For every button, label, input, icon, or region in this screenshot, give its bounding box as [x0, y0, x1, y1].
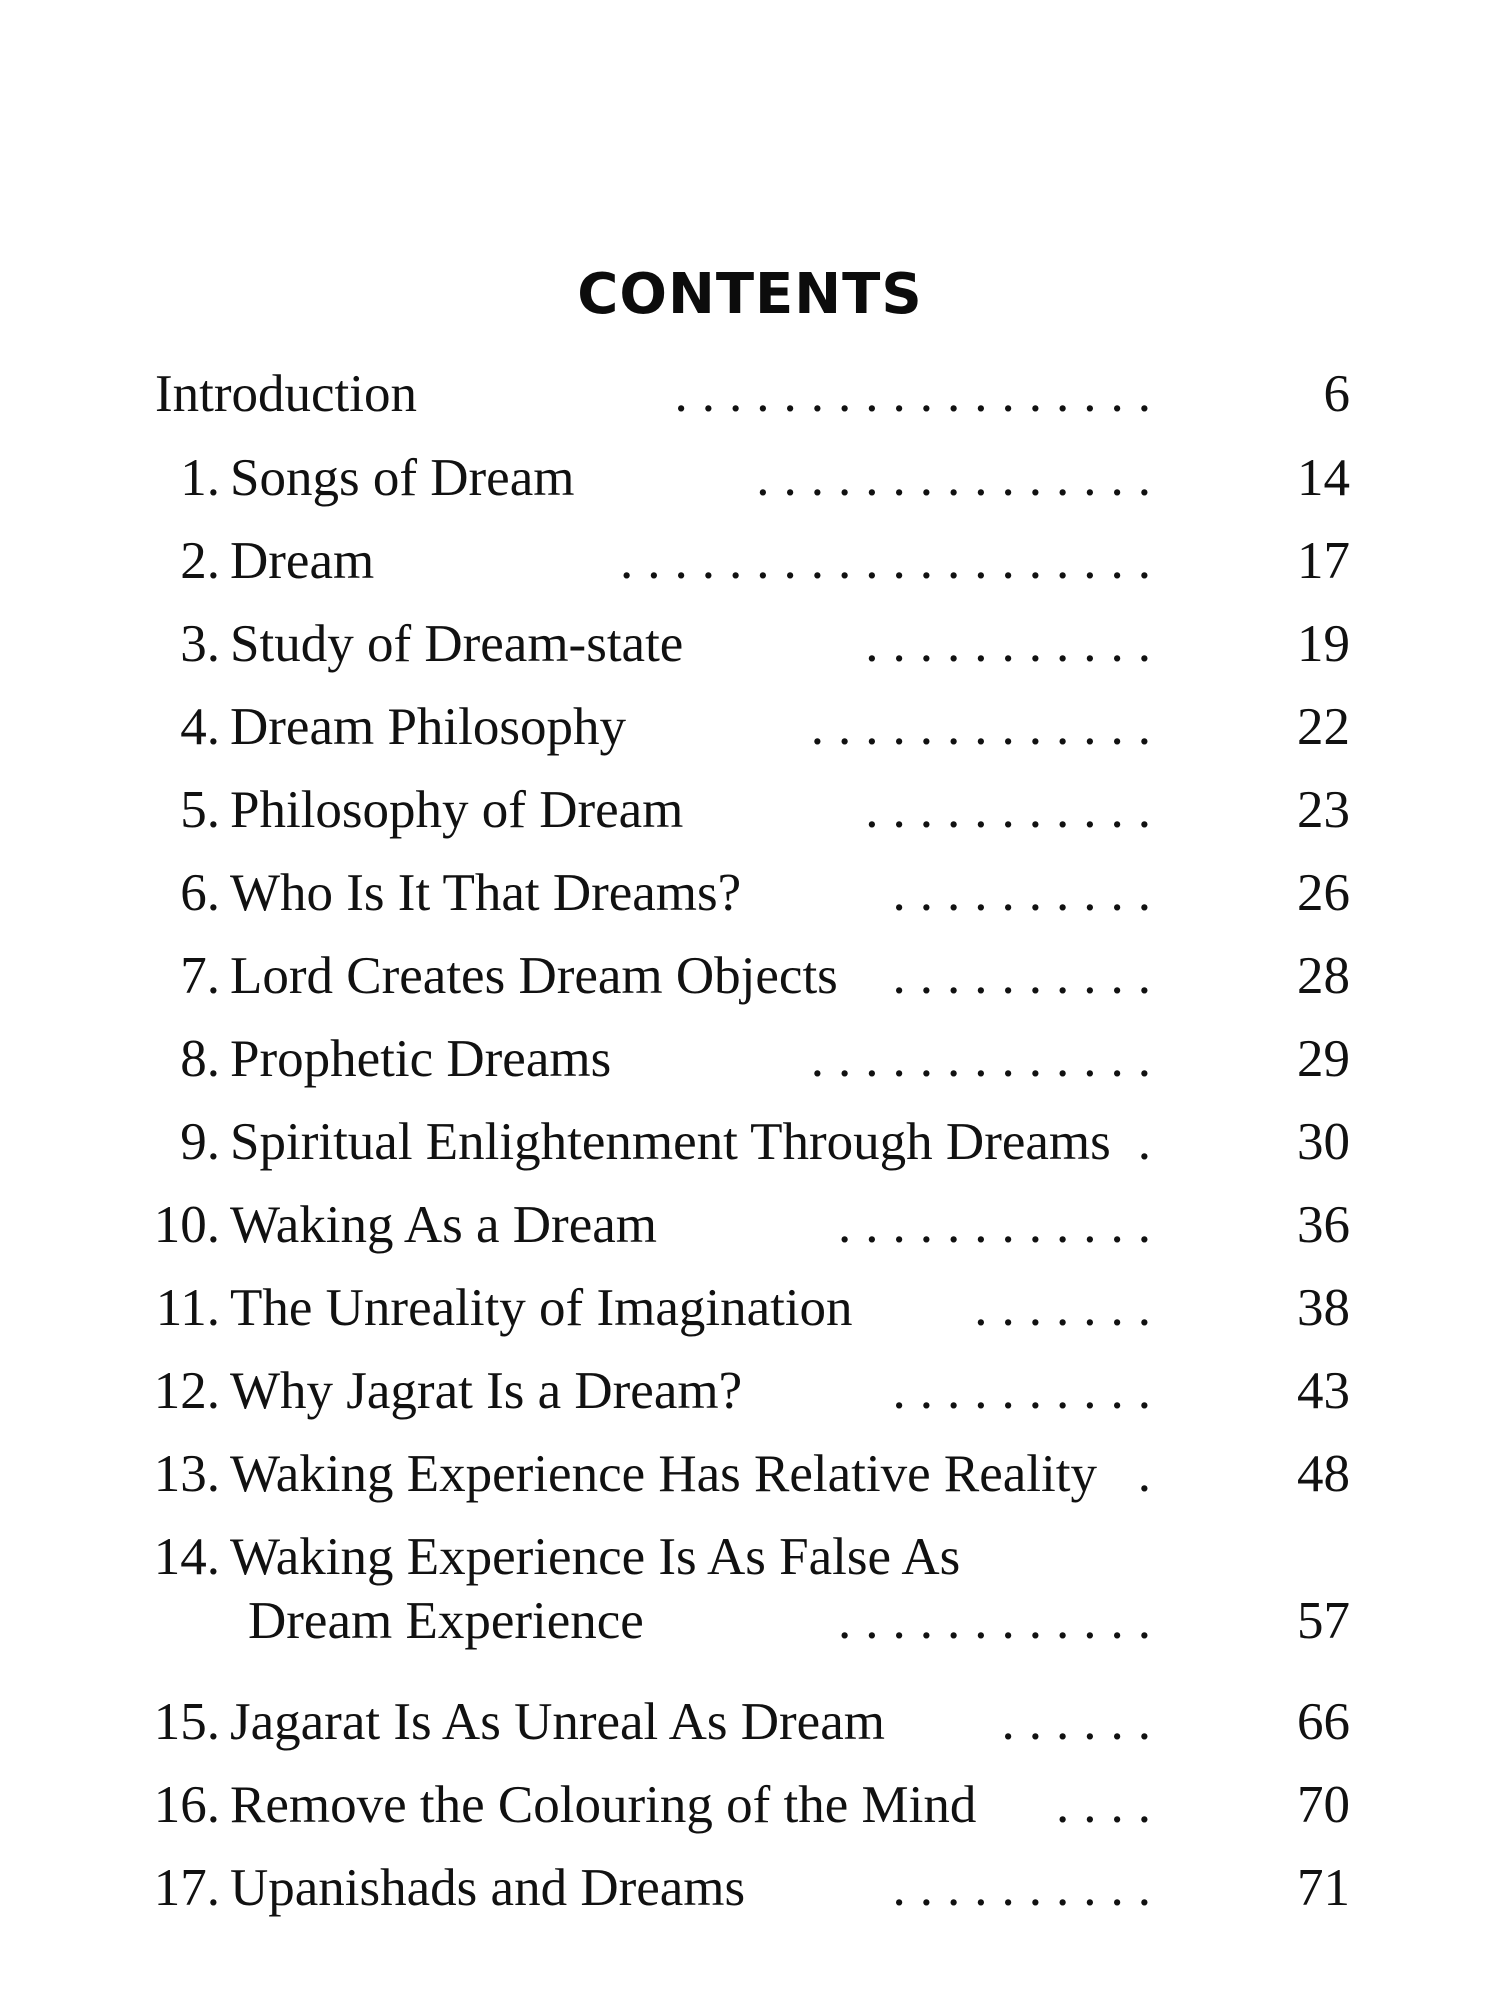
- toc-entry-title: Waking Experience Has Relative Reality: [230, 1445, 1097, 1503]
- toc-entry-page-number: 57: [1297, 1592, 1350, 1650]
- toc-entry-number: 4.: [180, 698, 220, 756]
- dot-leader: .............: [810, 1030, 1165, 1088]
- toc-entry-title: Upanishads and Dreams: [230, 1859, 746, 1917]
- dot-leader: ...............: [756, 449, 1165, 507]
- dot-leader: ..........: [892, 947, 1165, 1005]
- toc-entry-number: 6.: [180, 864, 220, 922]
- toc-entry-number: 2.: [180, 532, 220, 590]
- toc-entry-number: 12.: [153, 1362, 220, 1420]
- dot-leader: ......: [1001, 1693, 1165, 1751]
- dot-leader: ....: [1056, 1776, 1165, 1834]
- toc-entry: [0, 446, 1500, 510]
- toc-entry: [0, 861, 1500, 925]
- toc-entry-page-number: 22: [1297, 698, 1350, 756]
- toc-entry: [0, 1525, 1500, 1650]
- toc-entry-number: 1.: [180, 449, 220, 507]
- toc-entry: [0, 1027, 1500, 1091]
- toc-entry-title-continued: Dream Experience: [248, 1592, 644, 1650]
- dot-leader: .............: [810, 698, 1165, 756]
- toc-entry-title: Philosophy of Dream: [230, 781, 684, 839]
- toc-entry: [0, 695, 1500, 759]
- toc-entry-title: Introduction: [155, 365, 417, 423]
- toc-entry-title: Lord Creates Dream Objects: [230, 947, 838, 1005]
- dot-leader: ..........: [892, 864, 1165, 922]
- toc-entry: [0, 1773, 1500, 1837]
- toc-entry-number: 14.: [153, 1528, 220, 1586]
- toc-entry: [0, 778, 1500, 842]
- toc-entry-page-number: 19: [1297, 615, 1350, 673]
- dot-leader: .......: [974, 1279, 1165, 1337]
- toc-entry: [0, 1276, 1500, 1340]
- toc-entry-title: Remove the Colouring of the Mind: [230, 1776, 977, 1834]
- toc-entry-title: Waking As a Dream: [230, 1196, 657, 1254]
- toc-entry-number: 8.: [180, 1030, 220, 1088]
- dot-leader: ..........: [892, 1362, 1165, 1420]
- toc-entry-number: 7.: [180, 947, 220, 1005]
- toc-entry-page-number: 28: [1297, 947, 1350, 1005]
- toc-entry-page-number: 38: [1297, 1279, 1350, 1337]
- toc-entry-title: The Unreality of Imagination: [230, 1279, 853, 1337]
- toc-entry: [0, 1193, 1500, 1257]
- toc-entry-number: 15.: [153, 1693, 220, 1751]
- contents-heading: CONTENTS: [577, 262, 923, 327]
- toc-entry-number: 16.: [153, 1776, 220, 1834]
- toc-entry-page-number: 17: [1297, 532, 1350, 590]
- toc-entry: [0, 1856, 1500, 1920]
- dot-leader: .: [1137, 1113, 1165, 1171]
- toc-entry: [0, 1359, 1500, 1423]
- dot-leader: ....................: [620, 532, 1165, 590]
- toc-entry-number: 10.: [153, 1196, 220, 1254]
- toc-entry: [0, 1442, 1500, 1506]
- toc-entry-title: Dream: [230, 532, 375, 590]
- toc-entry: [0, 1690, 1500, 1754]
- dot-leader: ............: [838, 1196, 1165, 1254]
- toc-entry-page-number: 36: [1297, 1196, 1350, 1254]
- toc-entry-title: Spiritual Enlightenment Through Dreams: [230, 1113, 1111, 1171]
- toc-entry-page-number: 71: [1297, 1859, 1350, 1917]
- toc-entry-page-number: 66: [1297, 1693, 1350, 1751]
- toc-entry-page-number: 23: [1297, 781, 1350, 839]
- dot-leader: ..........: [892, 1859, 1165, 1917]
- toc-entry-page-number: 70: [1297, 1776, 1350, 1834]
- toc-entry-number: 17.: [153, 1859, 220, 1917]
- toc-entry-page-number: 6: [1323, 365, 1350, 423]
- toc-entry-title: Waking Experience Is As False As: [230, 1528, 961, 1586]
- toc-entry-title: Who Is It That Dreams?: [230, 864, 742, 922]
- toc-entry-title: Study of Dream-state: [230, 615, 684, 673]
- toc-entry-title: Why Jagrat Is a Dream?: [230, 1362, 743, 1420]
- dot-leader: ...........: [865, 615, 1165, 673]
- toc-entry: [0, 362, 1500, 426]
- toc-entry-page-number: 14: [1297, 449, 1350, 507]
- toc-entry-title: Dream Philosophy: [230, 698, 626, 756]
- toc-entry: [0, 529, 1500, 593]
- toc-entry-page-number: 43: [1297, 1362, 1350, 1420]
- toc-entry-page-number: 29: [1297, 1030, 1350, 1088]
- toc-entry-page-number: 30: [1297, 1113, 1350, 1171]
- dot-leader: ..................: [674, 365, 1165, 423]
- toc-entry-number: 3.: [180, 615, 220, 673]
- toc-entry-page-number: 26: [1297, 864, 1350, 922]
- toc-entry-title: Prophetic Dreams: [230, 1030, 612, 1088]
- dot-leader: ...........: [865, 781, 1165, 839]
- toc-entry-title: Songs of Dream: [230, 449, 575, 507]
- toc-entry: [0, 944, 1500, 1008]
- toc-entry: [0, 1110, 1500, 1174]
- toc-entry: [0, 612, 1500, 676]
- toc-entry-number: 5.: [180, 781, 220, 839]
- dot-leader: .: [1137, 1445, 1165, 1503]
- toc-entry-number: 11.: [155, 1279, 220, 1337]
- toc-entry-page-number: 48: [1297, 1445, 1350, 1503]
- toc-entry-title: Jagarat Is As Unreal As Dream: [230, 1693, 885, 1751]
- toc-entry-number: 13.: [153, 1445, 220, 1503]
- toc-entry-number: 9.: [180, 1113, 220, 1171]
- dot-leader: ............: [838, 1592, 1165, 1650]
